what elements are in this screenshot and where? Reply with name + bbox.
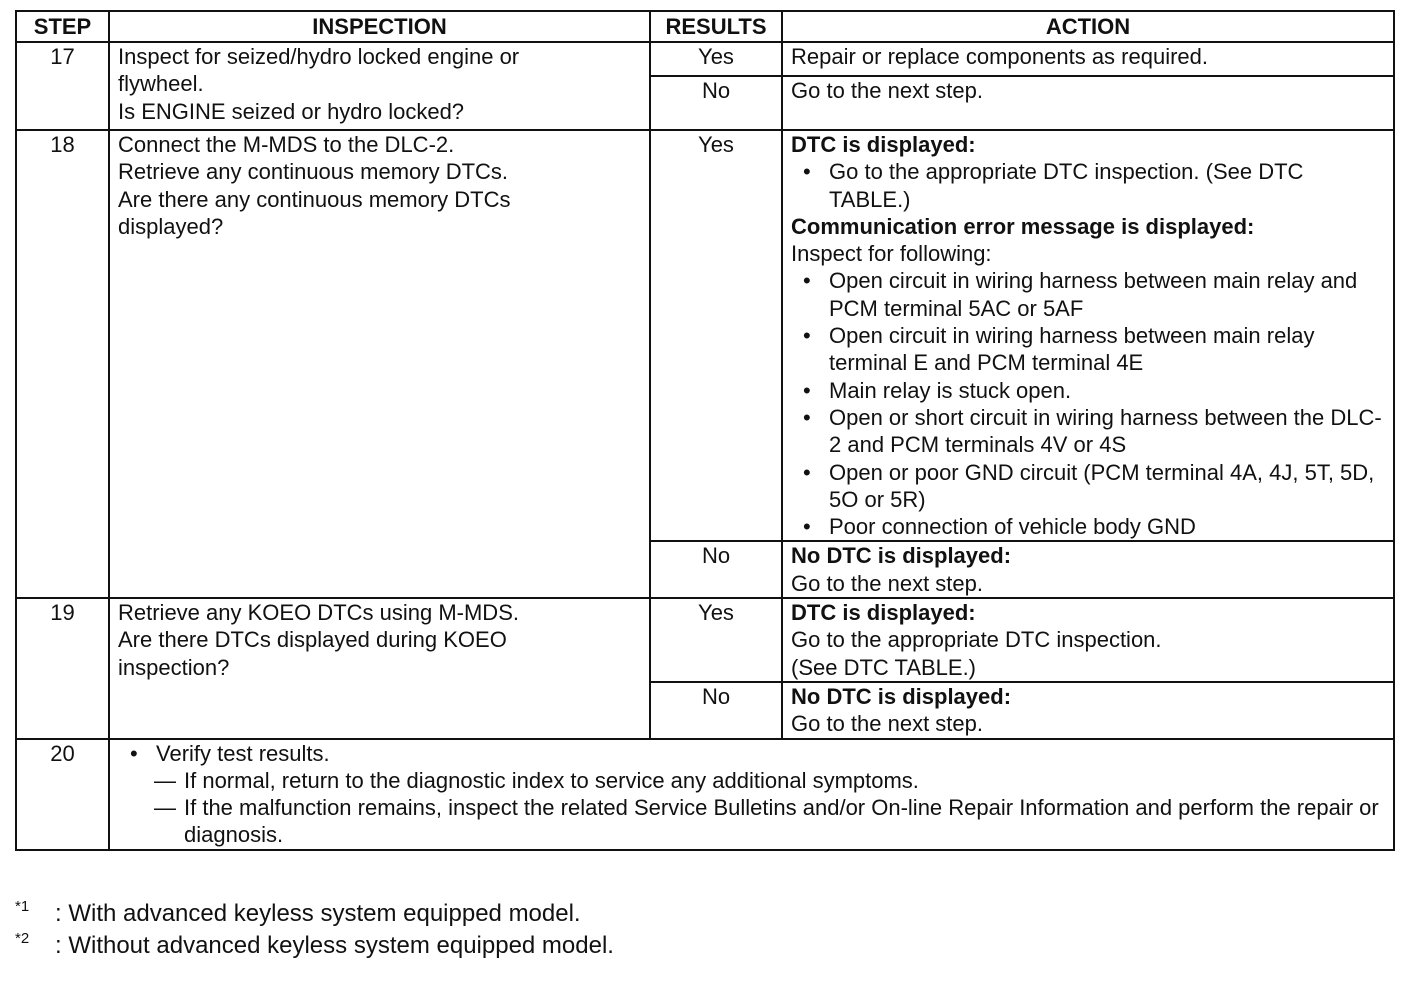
action-heading: DTC is displayed: xyxy=(791,600,976,626)
inspection-cell xyxy=(109,598,650,738)
inspection-line: Are there any continuous memory DTCs xyxy=(118,186,511,212)
result-no: No xyxy=(650,541,782,598)
bullet-item: • Open or short circuit in wiring harness between the DLC-2 and PCM terminals 4V or 4S xyxy=(803,404,1385,459)
step-19-row-yes xyxy=(16,598,1394,682)
step-number: 17 xyxy=(16,42,109,130)
bullet-item: • Main relay is stuck open. xyxy=(803,377,1385,404)
inspection-line: Retrieve any continuous memory DTCs. xyxy=(118,159,509,185)
action-cell xyxy=(782,598,1394,682)
action-heading: No DTC is displayed: xyxy=(791,543,1012,569)
inspection-line: inspection? xyxy=(118,654,230,680)
inspection-line: Are there DTCs displayed during KOEO xyxy=(118,627,507,653)
bullet-item: • Poor connection of vehicle body GND xyxy=(803,513,1385,540)
inspection-line: Retrieve any KOEO DTCs using M-MDS. xyxy=(118,600,519,626)
step-number: 20 xyxy=(16,739,109,850)
step-17-row-yes xyxy=(16,42,1394,76)
inspection-line: Connect the M-MDS to the DLC-2. xyxy=(118,132,455,157)
bullet-item: • Verify test results. xyxy=(130,740,1385,767)
step-20-row xyxy=(16,739,1394,850)
footnote-text: : With advanced keyless system equipped model. xyxy=(55,900,581,927)
action-heading: No DTC is displayed: xyxy=(791,683,1012,709)
footnotes xyxy=(15,898,614,962)
result-no: No xyxy=(650,682,782,739)
dash-item: — If normal, return to the diagnostic index to service any additional symptoms. xyxy=(154,767,1385,794)
result-no: No xyxy=(650,76,782,130)
footnote-1 xyxy=(15,898,614,930)
diagnostic-table xyxy=(15,10,1395,851)
action-cell xyxy=(782,682,1394,739)
step-20-content xyxy=(109,739,1394,850)
bullet-item: • Go to the appropriate DTC inspection. (See DTC TABLE.) xyxy=(803,158,1385,213)
bullet-item: • Open circuit in wiring harness between main relay and PCM terminal 5AC or 5AF xyxy=(803,267,1385,322)
bullet-list xyxy=(791,158,1385,213)
bullet-item: • Open circuit in wiring harness between main relay terminal E and PCM terminal 4E xyxy=(803,322,1385,377)
inspection-cell xyxy=(109,42,650,130)
action-text: Go to the next step. xyxy=(791,711,984,737)
action-heading: Communication error message is displayed: xyxy=(791,213,1255,239)
bullet-item: • Open or poor GND circuit (PCM terminal 4A, 4J, 5T, 5D, 5O or 5R) xyxy=(803,459,1385,514)
action-text: (See DTC TABLE.) xyxy=(791,654,977,680)
footnote-2 xyxy=(15,930,614,962)
bullet-list xyxy=(118,740,1385,767)
footnote-text: : Without advanced keyless system equipped model. xyxy=(55,932,614,959)
inspection-line: flywheel. xyxy=(118,71,204,97)
inspection-line: Inspect for seized/hydro locked engine or xyxy=(118,44,520,69)
action-cell: Repair or replace components as required. xyxy=(782,42,1394,76)
dash-list xyxy=(118,767,1385,849)
step-18-row-yes xyxy=(16,130,1394,541)
result-yes: Yes xyxy=(650,130,782,541)
header-row xyxy=(16,11,1394,42)
bullet-list xyxy=(791,267,1385,540)
action-cell xyxy=(782,130,1394,541)
result-yes: Yes xyxy=(650,42,782,76)
inspection-line: Is ENGINE seized or hydro locked? xyxy=(118,98,465,124)
header-step: STEP xyxy=(16,11,109,42)
step-number: 18 xyxy=(16,130,109,598)
header-action: ACTION xyxy=(782,11,1394,42)
step-number: 19 xyxy=(16,598,109,738)
header-results: RESULTS xyxy=(650,11,782,42)
action-text: Go to the appropriate DTC inspection. xyxy=(791,627,1162,653)
action-intro: Inspect for following: xyxy=(791,241,992,267)
header-inspection: INSPECTION xyxy=(109,11,650,42)
action-text: Go to the next step. xyxy=(791,570,984,596)
footnote-mark: *1 xyxy=(15,898,30,915)
dash-item: — If the malfunction remains, inspect the related Service Bulletins and/or On-line Repair Information and perform the repair or diagnosis. xyxy=(154,794,1385,849)
footnote-mark: *2 xyxy=(15,930,30,947)
result-yes: Yes xyxy=(650,598,782,682)
action-cell xyxy=(782,541,1394,598)
inspection-cell xyxy=(109,130,650,598)
action-cell: Go to the next step. xyxy=(782,76,1394,130)
action-heading: DTC is displayed: xyxy=(791,132,976,157)
inspection-line: displayed? xyxy=(118,213,224,239)
